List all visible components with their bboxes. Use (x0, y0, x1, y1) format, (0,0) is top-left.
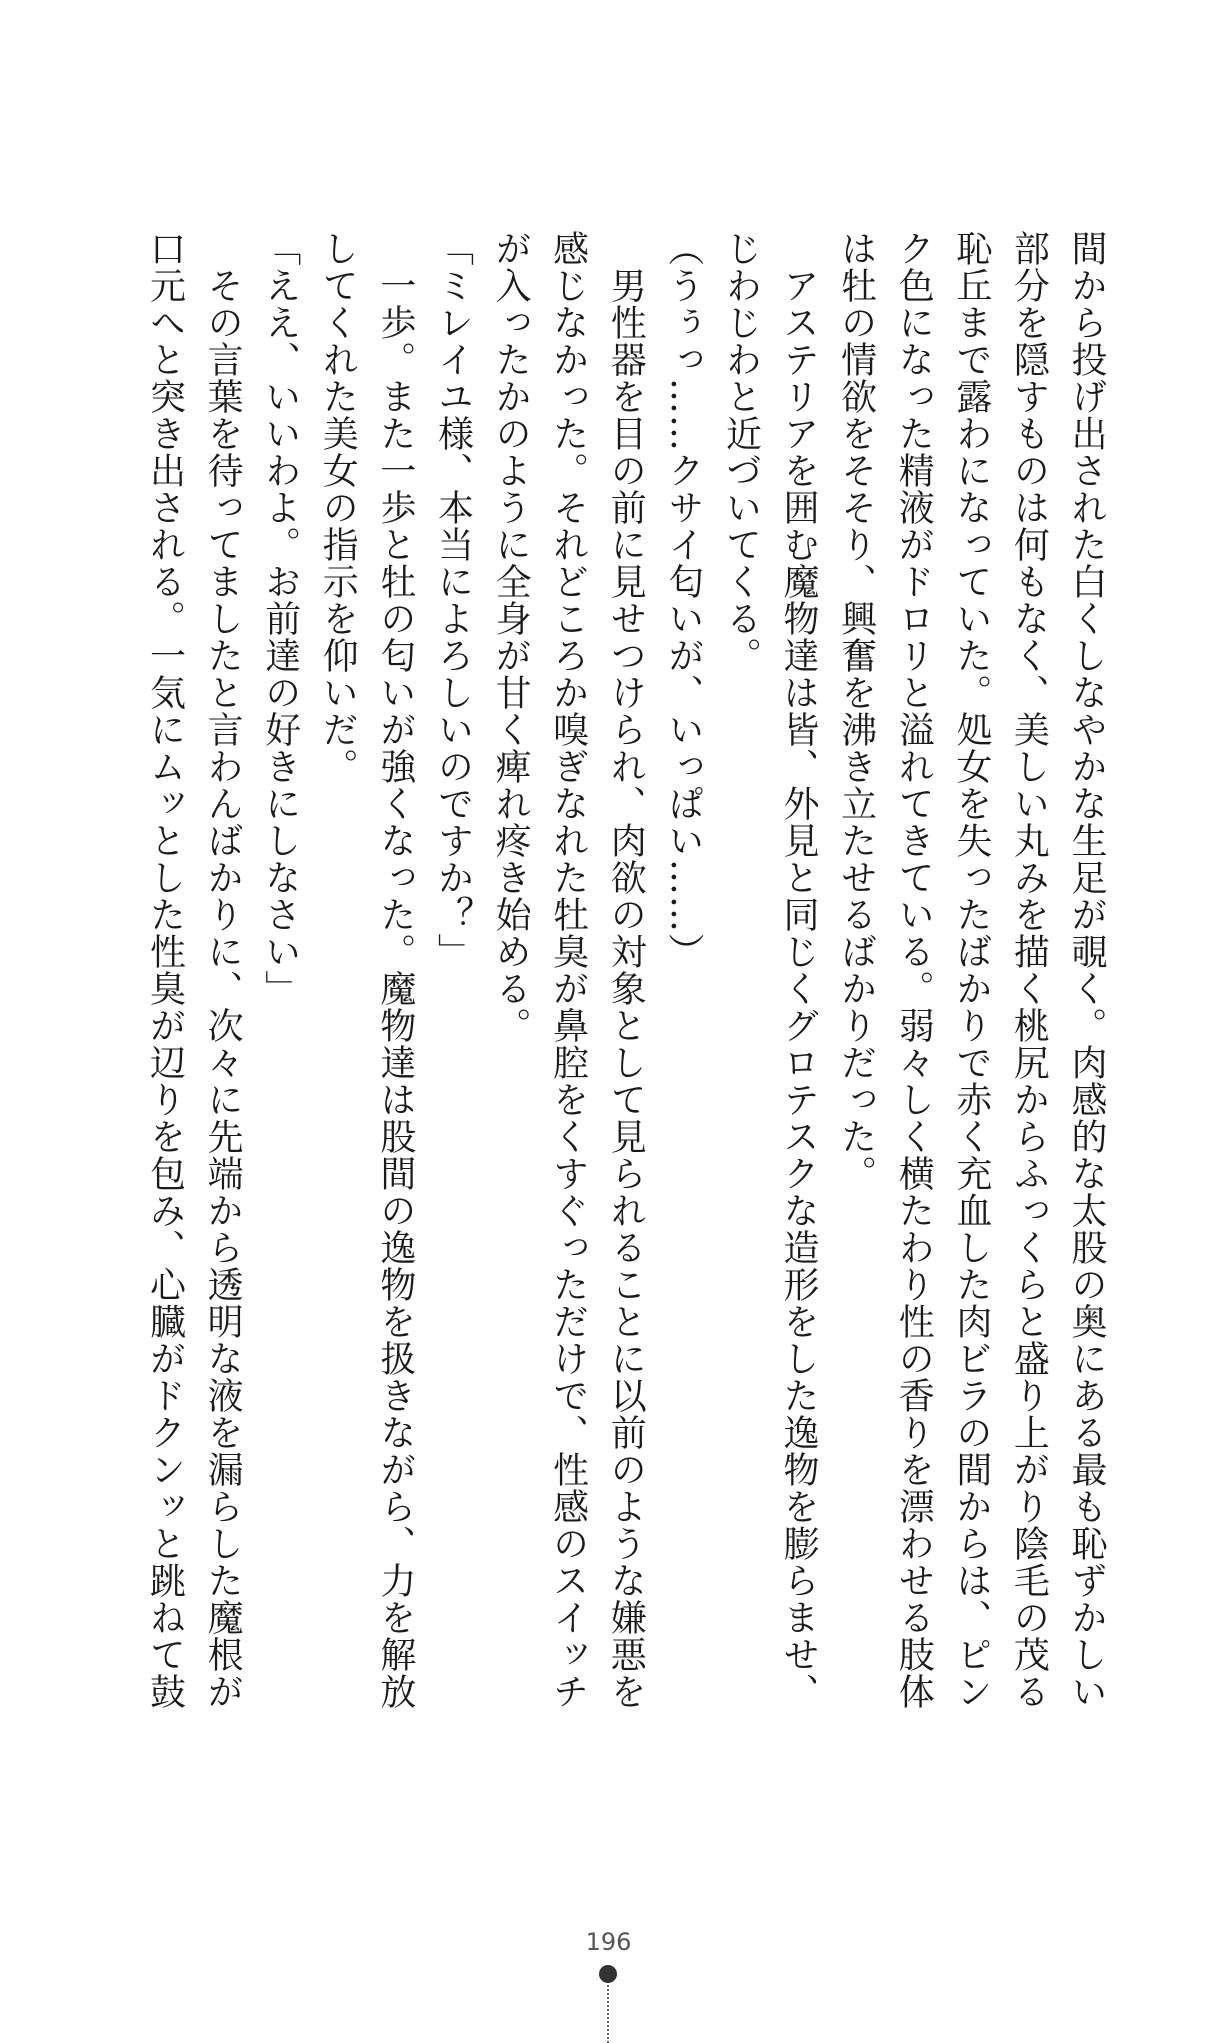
text-line: 男性器を目の前に見せつけられ、肉欲の対象として見られることに以前のような嫌悪を (605, 230, 647, 1710)
text-line: じわじわと近づいてくる。 (720, 230, 762, 674)
text-line: 恥丘まで露わになっていた。処女を失ったばかりで赤く充血した肉ビラの間からは、ピン (950, 230, 992, 1710)
page-number: 196 (585, 1928, 632, 1956)
dotted-line-ornament (607, 1985, 609, 2043)
text-line: 一歩。また一歩と牡の匂いが強くなった。魔物達は股間の逸物を扱きながら、力を解放 (374, 230, 416, 1710)
text-line: は牡の情欲をそそり、興奮を沸き立たせるばかりだった。 (835, 230, 877, 1192)
text-line: アステリアを囲む魔物達は皆、外見と同じくグロテスクな造形をした逸物を膨らませ、 (778, 230, 820, 1710)
text-line: 間から投げ出された白くしなやかな生足が覗く。肉感的な太股の奥にある最も恥ずかしい (1066, 230, 1107, 1710)
text-line: （うぅっ……クサイ匂いが、いっぱい……） (662, 230, 704, 970)
text-line: 感じなかった。それどころか嗅ぎなれた牡臭が鼻腔をくすぐっただけで、性感のスイッチ (547, 230, 589, 1710)
text-line: その言葉を待ってましたと言わんばかりに、次々に先端から透明な液を漏らした魔根が (202, 230, 244, 1710)
text-line: 部分を隠すものは何もなく、美しい丸みを描く桃尻からふっくらと盛り上がり陰毛の茂る (1008, 230, 1050, 1710)
text-line: 「ミレイユ様、本当によろしいのですか？」 (432, 230, 474, 970)
text-line: してくれた美女の指示を仰いだ。 (317, 230, 359, 785)
text-line: 「ええ、いいわよ。お前達の好きにしなさい」 (259, 230, 301, 1007)
text-line: が入ったかのように全身が甘く痺れ疼き始める。 (490, 230, 532, 1044)
vertical-text-body (115, 230, 1115, 1850)
text-line: ク色になった精液がドロリと溢れてきている。弱々しく横たわり性の香りを漂わせる肢体 (893, 230, 935, 1710)
text-line: 口元へと突き出される。一気にムッとした性臭が辺りを包み、心臓がドクンッと跳ねて鼓 (144, 230, 186, 1710)
dot-ornament-icon (599, 1965, 617, 1983)
